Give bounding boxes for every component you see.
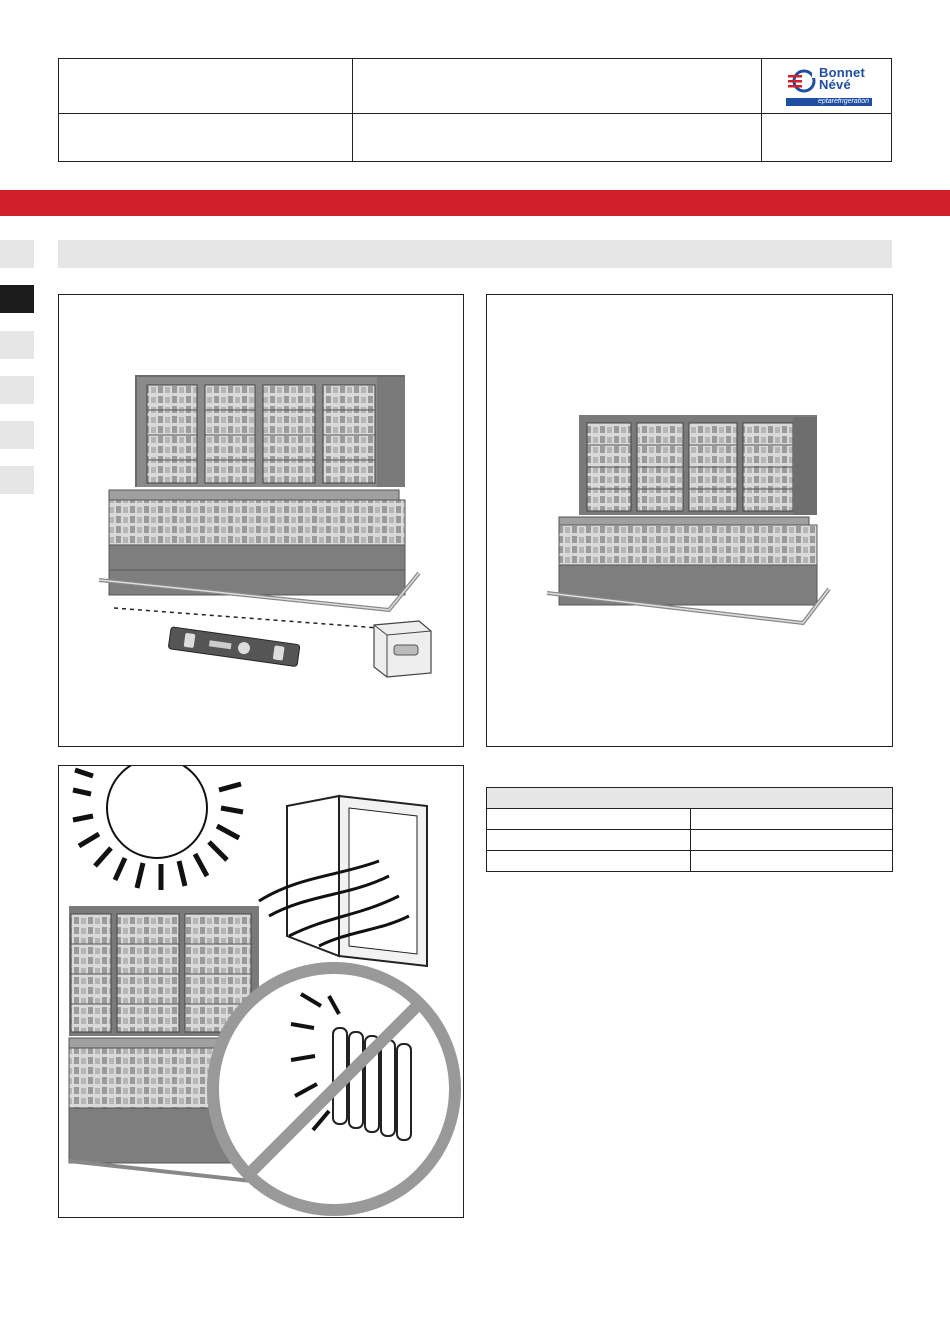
spec-table <box>486 787 893 872</box>
cabinet-leveling-illustration <box>59 295 464 747</box>
side-tab[interactable] <box>0 240 34 268</box>
spec-table-header <box>486 787 893 809</box>
cabinet-front-illustration <box>487 295 893 747</box>
header-divider <box>352 59 353 161</box>
side-tab[interactable] <box>0 376 34 404</box>
logo-tagline: eptarefrigeration <box>786 98 872 106</box>
section-title-bar <box>58 240 892 268</box>
logo-wordmark: Bonnet Névé <box>819 65 865 92</box>
side-tab[interactable] <box>0 421 34 449</box>
figure-front-view <box>486 294 893 747</box>
header-table <box>58 58 892 162</box>
side-tab[interactable] <box>0 466 34 494</box>
section-band <box>0 190 950 216</box>
table-row <box>486 851 893 872</box>
header-divider <box>59 113 891 114</box>
bonnet-neve-logo <box>786 65 872 107</box>
table-row <box>486 830 893 851</box>
logo-icon <box>786 66 816 96</box>
figure-leveling <box>58 294 464 747</box>
heat-sources-prohibited-illustration <box>59 766 464 1218</box>
side-tab-active[interactable] <box>0 285 34 313</box>
sun-icon <box>73 766 243 890</box>
header-divider <box>761 59 762 161</box>
side-tab[interactable] <box>0 331 34 359</box>
figure-heat-sources <box>58 765 464 1218</box>
table-row <box>486 809 893 830</box>
